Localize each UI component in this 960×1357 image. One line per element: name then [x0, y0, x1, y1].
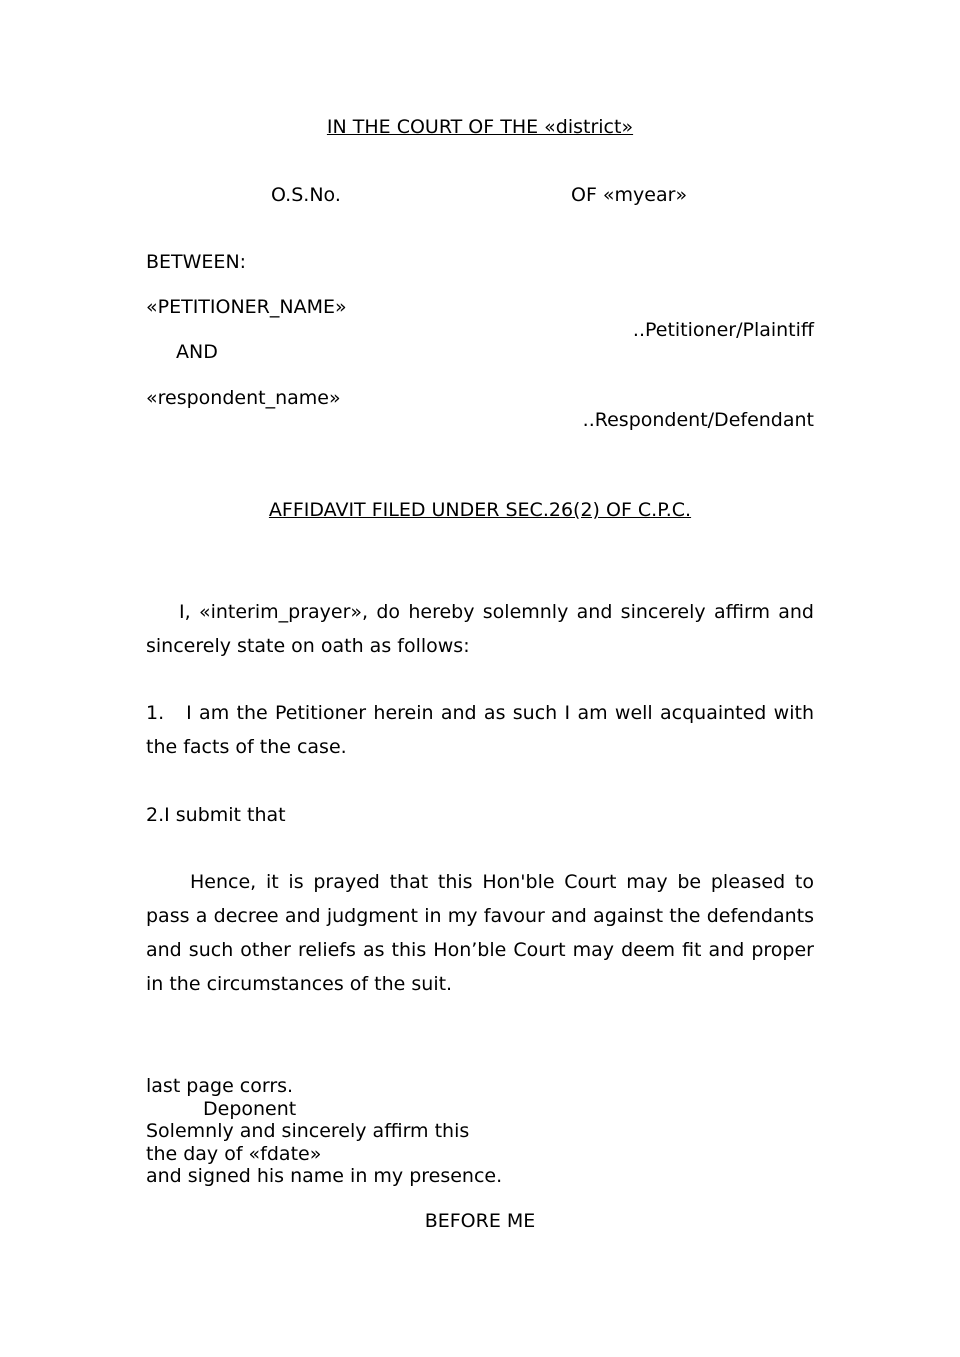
- affirm-line: Solemnly and sincerely affirm this: [146, 1120, 470, 1142]
- petitioner-role: ..Petitioner/Plaintiff: [632, 319, 814, 341]
- intro-paragraph: I, «interim_prayer», do hereby solemnly and sincerely affirm and sincerely state on oath as follows:: [146, 601, 814, 657]
- day-of-line: the day of «fdate»: [146, 1142, 322, 1165]
- of-year-label: OF «myear»: [571, 184, 688, 206]
- signature-block: [146, 1075, 502, 1188]
- point-1-number: 1.: [146, 702, 165, 724]
- court-title: [0, 116, 960, 138]
- last-page-note: last page corrs.: [146, 1075, 294, 1097]
- point-2-paragraph: 2.I submit that: [146, 804, 286, 826]
- petitioner-name: «PETITIONER_NAME»: [146, 296, 347, 318]
- point-1-text: I am the Petitioner herein and as such I am well acquainted with the facts of the case.: [146, 702, 814, 758]
- and-label: AND: [176, 341, 218, 363]
- point-1-paragraph: [146, 696, 814, 764]
- respondent-role: ..Respondent/Defendant: [582, 409, 814, 431]
- between-label: BETWEEN:: [146, 251, 247, 273]
- deponent-label: Deponent: [203, 1097, 297, 1120]
- before-me-label: BEFORE ME: [424, 1210, 536, 1232]
- affidavit-title-text: AFFIDAVIT FILED UNDER SEC.26(2) OF C.P.C.: [268, 499, 692, 521]
- court-title-text: IN THE COURT OF THE «district»: [326, 116, 634, 138]
- signed-line: and signed his name in my presence.: [146, 1165, 503, 1187]
- prayer-paragraph: Hence, it is prayed that this Hon'ble Court may be pleased to pass a decree and judgment in my favour and against the defendants and such other reliefs as this Hon’ble Court may deem fit and proper in the circumstances of the suit.: [146, 871, 814, 995]
- respondent-name: «respondent_name»: [146, 387, 341, 409]
- os-number-label: O.S.No.: [271, 184, 341, 206]
- affidavit-title: [0, 499, 960, 521]
